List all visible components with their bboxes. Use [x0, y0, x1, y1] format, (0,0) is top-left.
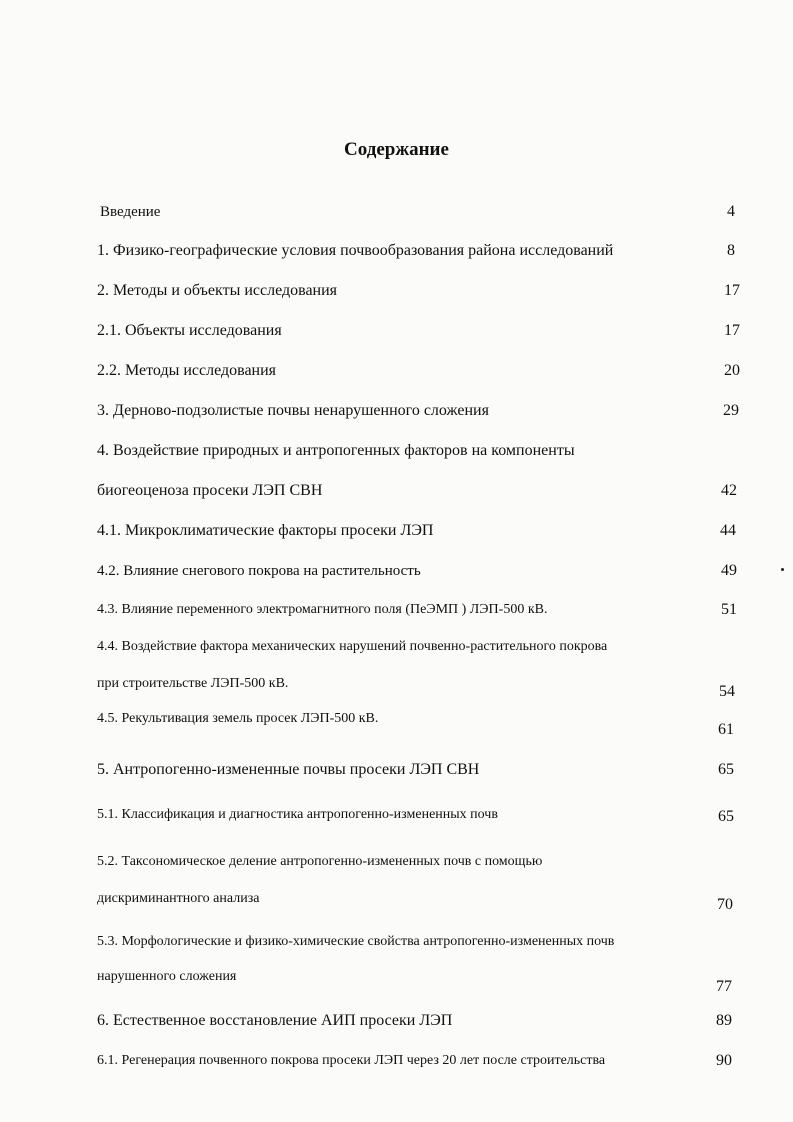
toc-entry-text: 4.3. Влияние переменного электромагнитного поля (ПеЭМП ) ЛЭП-500 кВ.: [97, 602, 548, 617]
toc-entry-text: нарушенного сложения: [97, 969, 237, 984]
toc-page-number: 17: [724, 322, 740, 339]
toc-page-number: 77: [716, 978, 732, 995]
toc-entry: [0, 280, 793, 304]
toc-entry: [0, 851, 793, 875]
toc-entry-text: 4.4. Воздействие фактора механических нарушений почвенно-растительного покрова: [97, 639, 608, 654]
toc-entry-text: 5.3. Морфологические и физико-химические свойства антропогенно-измененных почв: [97, 934, 615, 949]
toc-entry: [0, 708, 793, 738]
toc-page-number: 44: [720, 522, 736, 539]
toc-entry: [0, 560, 793, 584]
toc-entry: [0, 201, 793, 225]
toc-entry-text: 2.1. Объекты исследования: [97, 322, 282, 339]
toc-entry-text: 2.2. Методы исследования: [97, 362, 277, 379]
scan-speck: [781, 568, 784, 571]
toc-page-number: 8: [727, 242, 735, 259]
toc-entry-text: 3. Дерново-подзолистые почвы ненарушенного сложения: [97, 402, 489, 419]
toc-entry: [0, 888, 793, 912]
toc-entry-text: 4.5. Рекультивация земель просек ЛЭП-500 кВ.: [97, 711, 379, 726]
toc-entry: [0, 673, 793, 700]
toc-entry: [0, 636, 793, 660]
toc-entry-text: при строительстве ЛЭП-500 кВ.: [97, 676, 289, 691]
toc-page-number: 89: [716, 1012, 732, 1029]
toc-entry-text: биогеоценоза просеки ЛЭП СВН: [97, 482, 323, 499]
toc-entry-text: 5. Антропогенно-измененные почвы просеки ЛЭП СВН: [97, 761, 480, 778]
toc-entry: [0, 520, 793, 544]
toc-page-number: 49: [721, 562, 737, 579]
toc-page-number: 42: [721, 482, 737, 499]
toc-entry: [0, 440, 793, 464]
toc-entry-text: 5.1. Классификация и диагностика антропогенно-измененных почв: [97, 807, 498, 822]
toc-entry: [0, 240, 793, 264]
toc-page-number: 20: [724, 362, 740, 379]
toc-entry-text: 6. Естественное восстановление АИП просеки ЛЭП: [97, 1012, 453, 1029]
toc-entry: [0, 360, 793, 384]
toc-page-number: 65: [718, 808, 734, 825]
toc-entry-text: 4.2. Влияние снегового покрова на растительность: [97, 563, 421, 579]
toc-entry-text: 4. Воздействие природных и антропогенных факторов на компоненты: [97, 442, 575, 459]
toc-entry-text: 1. Физико-географические условия почвообразования района исследований: [97, 242, 614, 259]
toc-page-number: 29: [723, 402, 739, 419]
toc-page-number: 17: [724, 282, 740, 299]
toc-entry: [0, 1050, 793, 1074]
toc-entry-text: 5.2. Таксономическое деление антропогенно-измененных почв с помощью: [97, 854, 543, 869]
toc-entry-text: Введение: [100, 204, 161, 220]
toc-entry: [0, 1010, 793, 1034]
page-title: Содержание: [344, 139, 449, 160]
toc-entry: [0, 759, 793, 783]
toc-entry-text: 4.1. Микроклиматические факторы просеки ЛЭП: [97, 522, 434, 539]
toc-page-number: 51: [721, 601, 737, 618]
toc-page-number: 70: [717, 896, 733, 913]
toc-entry: [0, 480, 793, 504]
toc-page-number: 65: [718, 761, 734, 778]
toc-entry: [0, 599, 793, 623]
toc-page-number: 90: [716, 1052, 732, 1069]
toc-entry: [0, 966, 793, 995]
toc-entry: [0, 400, 793, 424]
toc-entry: [0, 804, 793, 828]
toc-entry-text: дискриминантного анализа: [97, 891, 260, 906]
toc-entry-text: 6.1. Регенерация почвенного покрова просеки ЛЭП через 20 лет после строительства: [97, 1053, 606, 1068]
toc-page-number: 61: [718, 721, 734, 738]
toc-entry: [0, 320, 793, 344]
toc-entry-text: 2. Методы и объекты исследования: [97, 282, 338, 299]
toc-entry: [0, 931, 793, 955]
toc-page-number: 54: [719, 683, 735, 700]
toc-page-number: 4: [727, 203, 735, 220]
